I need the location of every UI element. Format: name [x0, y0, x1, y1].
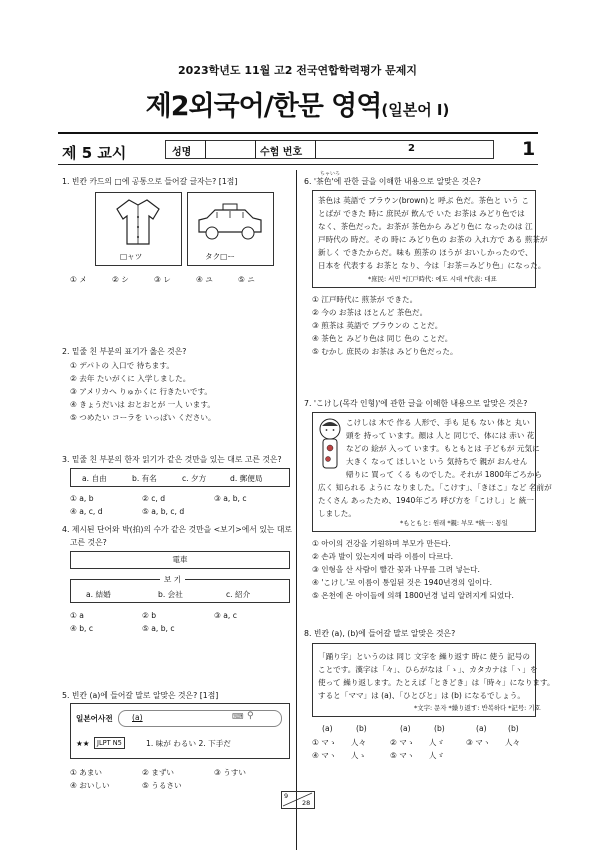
- q1-option-2[interactable]: ② シ: [112, 275, 129, 284]
- q7-option-5[interactable]: ⑤ 온천에 온 아이들에 의해 1800년경 널리 알려지게 되었다.: [312, 591, 514, 600]
- option-a: マゝ: [321, 738, 337, 747]
- q7-passage-line: しました。: [318, 509, 356, 518]
- q4-item-b: b. 会社: [158, 590, 183, 599]
- q8-col-header: (b): [434, 724, 445, 733]
- candidate-info-box: [165, 140, 494, 159]
- q1-option-4[interactable]: ④ ユ: [196, 275, 213, 284]
- q4-option-1[interactable]: ① a: [70, 611, 84, 620]
- header-rule: [58, 132, 538, 134]
- q4-word: 電車: [172, 555, 188, 564]
- divider: [255, 140, 256, 158]
- exam-number-label: 수험 번호: [260, 147, 303, 158]
- header-bottom-rule: [58, 164, 538, 165]
- q7-passage-line: 頭を 持って います。顔は 人と 同じで、体には 赤い 花: [346, 431, 535, 440]
- dictionary-label: 일본어사전: [76, 714, 113, 723]
- q8-col-header: (a): [400, 724, 411, 733]
- taxi-icon: [195, 202, 265, 244]
- total-pages: 28: [302, 799, 311, 807]
- q1-option-3[interactable]: ③ レ: [154, 275, 171, 284]
- q6-gloss: *庶民: 서민 *江戸時代: 에도 시대 *代表: 대표: [368, 275, 497, 283]
- q3-item-c: c. 夕方: [182, 474, 207, 483]
- q2-option-3[interactable]: ③ アメリカへ りゅかくに 行きたいです。: [70, 387, 213, 396]
- q4-option-4[interactable]: ④ b, c: [70, 624, 94, 633]
- q8-passage-line: すると「ママ」は (a)、「ひとびと」は (b) になるでしょう。: [318, 691, 525, 700]
- q3-item-b: b. 有名: [132, 474, 157, 483]
- q5-stem: 5. 빈칸 (a)에 들어갈 말로 알맞은 것은? [1점]: [62, 691, 219, 700]
- search-icon[interactable]: ⚲: [247, 711, 254, 721]
- q6-ruby: ちゃいろ: [320, 171, 341, 177]
- shirt-icon: [115, 197, 161, 247]
- q1-card2-label: タク□ー: [205, 252, 235, 261]
- q2-option-1[interactable]: ① デパトの 入口で 待ちます。: [70, 361, 174, 370]
- q6-passage-line: 戸時代の 時だ。その 時に みどり色の お茶の 入れ方で ある 煎茶が: [318, 235, 548, 244]
- q7-option-3[interactable]: ③ 인형을 산 사람이 빨간 꽃과 나무를 그려 넣는다.: [312, 565, 480, 574]
- column-divider: [296, 170, 297, 850]
- q6-option-1[interactable]: ① 江戸時代に 煎茶が できた。: [312, 295, 418, 304]
- option-number: ⑤: [390, 751, 397, 760]
- q6-passage-line: なく、茶色だった。お茶が 茶色から みどり色に なったのは 江: [318, 222, 533, 231]
- q5-option-4[interactable]: ④ おいしい: [70, 781, 110, 790]
- option-b: 人々: [350, 738, 367, 747]
- q3-option-1[interactable]: ① a, b: [70, 494, 94, 503]
- q8-option-1[interactable]: [312, 737, 366, 748]
- page-number: 1: [522, 138, 536, 160]
- q6-option-2[interactable]: ② 今の お茶は ほとんど 茶色だ。: [312, 308, 428, 317]
- option-number: ③: [466, 738, 473, 747]
- q3-option-5[interactable]: ⑤ a, b, c, d: [142, 507, 185, 516]
- q7-option-2[interactable]: ② 손과 발이 있는지에 따라 이름이 다르다.: [312, 552, 454, 561]
- q4-item-a: a. 結婚: [86, 590, 111, 599]
- q6-passage-line: 新しく できたからだ。味も 煎茶の ほうが おいしかったので、: [318, 248, 533, 257]
- exam-number-digit: 2: [408, 143, 415, 154]
- q8-option-3[interactable]: [466, 737, 520, 748]
- option-b: 人ゞ: [428, 751, 445, 760]
- q6-passage-line: 日本を 代表する お茶と なり、今は「お茶＝みどり色」になった。: [318, 261, 546, 270]
- q5-stars: ★★: [76, 739, 90, 748]
- q3-item-d: d. 郵便局: [230, 474, 263, 483]
- q8-option-2[interactable]: [390, 737, 444, 748]
- current-page: 9: [284, 792, 289, 800]
- q8-option-4[interactable]: [312, 750, 366, 761]
- q3-option-4[interactable]: ④ a, c, d: [70, 507, 103, 516]
- q4-option-3[interactable]: ③ a, c: [214, 611, 237, 620]
- option-b: 人ゝ: [350, 751, 367, 760]
- kokeshi-doll-icon: [318, 418, 342, 470]
- q6-passage-line: とばが できた 時に 庶民が 飲んで いた お茶は みどり色では: [318, 209, 525, 218]
- q7-passage-line: 大きく なって ほしいと いう 気持ちで 親が おんせん: [346, 457, 528, 466]
- option-number: ①: [312, 738, 319, 747]
- name-label: 성명: [172, 147, 192, 158]
- q4-option-5[interactable]: ⑤ a, b, c: [142, 624, 175, 633]
- divider: [205, 140, 206, 158]
- q8-col-header: (b): [356, 724, 367, 733]
- q8-stem: 8. 빈칸 (a), (b)에 들어갈 말로 알맞은 것은?: [304, 629, 456, 638]
- q3-option-3[interactable]: ③ a, b, c: [214, 494, 247, 503]
- q8-passage-line: 「踊り字」というのは 同じ 文字を 繰り返す 時に 使う 記号の: [318, 652, 530, 661]
- q8-col-header: (b): [508, 724, 519, 733]
- q8-col-header: (a): [476, 724, 487, 733]
- option-number: ④: [312, 751, 319, 760]
- option-number: ②: [390, 738, 397, 747]
- q1-stem: 1. 빈칸 카드의 □에 공통으로 들어갈 글자는? [1점]: [62, 177, 238, 186]
- exam-main-title: [0, 84, 595, 123]
- q4-bogi-label: 보 기: [160, 574, 185, 585]
- q6-option-4[interactable]: ④ 茶色と みどり色は 同じ 色の ことだ。: [312, 334, 453, 343]
- q4-item-c: c. 紹介: [226, 590, 251, 599]
- q8-option-5[interactable]: [390, 750, 444, 761]
- q7-passage-line: たくさん あったため、1940年ごろ 呼び方を「こけし」と 統一: [318, 496, 535, 505]
- q5-definition: 1. 味が わるい 2. 下手だ: [146, 739, 231, 748]
- option-a: マヽ: [399, 751, 415, 760]
- option-a: マゝ: [399, 738, 415, 747]
- q3-item-a: a. 自由: [82, 474, 107, 483]
- subject-subtitle: (일본어 Ⅰ): [381, 101, 450, 119]
- q3-option-2[interactable]: ② c, d: [142, 494, 166, 503]
- q7-option-1[interactable]: ① 아이의 건강을 기원하며 부모가 만든다.: [312, 539, 451, 548]
- q8-passage-line: 使って 繰り返します。たとえば「ときどき」は「時々」になります。: [318, 678, 555, 687]
- q7-gloss: *もともと: 원래 *親: 부모 *統一: 통일: [400, 519, 508, 527]
- q7-option-4[interactable]: ④ 'こけし'로 이름이 통일된 것은 1940년경의 일이다.: [312, 578, 493, 587]
- q5-option-2[interactable]: ② まずい: [142, 768, 175, 777]
- q5-option-3[interactable]: ③ うすい: [214, 768, 247, 777]
- jlpt-badge: JLPT N5: [94, 737, 125, 749]
- q4-option-2[interactable]: ② b: [142, 611, 157, 620]
- q7-stem: 7. 'こけし(목각 인형)'에 관한 글을 이해한 내용으로 알맞은 것은?: [304, 399, 528, 408]
- q4-stem-line2: 고른 것은?: [70, 538, 107, 547]
- option-a: マヽ: [321, 751, 337, 760]
- q1-option-5[interactable]: ⑤ ニ: [238, 275, 255, 284]
- q5-blank-a: (a): [132, 713, 143, 722]
- q6-option-5[interactable]: ⑤ むかし 庶民の お茶は みどり色だった。: [312, 347, 458, 356]
- exam-top-title: 2023학년도 11월 고2 전국연합학력평가 문제지: [178, 64, 417, 77]
- q2-option-4[interactable]: ④ きょうだいは おとおとが 一人 います。: [70, 400, 215, 409]
- q6-stem: 6. '茶色'에 관한 글을 이해한 내용으로 알맞은 것은?: [304, 177, 481, 186]
- option-a: マヽ: [475, 738, 491, 747]
- q8-passage-line: ことです。漢字は「々」、ひらがなは「ゝ」、カタカナは「ヽ」を: [318, 665, 538, 674]
- q5-option-1[interactable]: ① あまい: [70, 768, 103, 777]
- divider: [315, 140, 316, 158]
- q8-gloss: *文字: 문자 *繰り返す: 반복하다 *記号: 기호: [414, 704, 541, 712]
- q6-passage-line: 茶色は 英語で ブラウン(brown)と 呼ぶ 色だ。茶色と いう こ: [318, 196, 529, 205]
- option-b: 人々: [504, 738, 521, 747]
- q7-passage-line: などの 絵が 入って います。もともとは 子どもが 元気に: [346, 444, 540, 453]
- q5-option-5[interactable]: ⑤ うるさい: [142, 781, 182, 790]
- q6-option-3[interactable]: ③ 煎茶は 英語で ブラウンの ことだ。: [312, 321, 443, 330]
- q8-col-header: (a): [322, 724, 333, 733]
- q7-passage-line: こけしは 木で 作る 人形で、手も 足も ない 体と 丸い: [346, 418, 530, 427]
- q1-option-1[interactable]: ① メ: [70, 275, 87, 284]
- period-label: 제 5 교시: [62, 144, 127, 162]
- q2-option-2[interactable]: ② 去年 たいがくに 入学しました。: [70, 374, 191, 383]
- q2-stem: 2. 밑줄 친 부분의 표기가 옳은 것은?: [62, 347, 187, 356]
- q2-option-5[interactable]: ⑤ つめたい コーラを いっぱい ください。: [70, 413, 216, 422]
- subject-title: 제2외국어/한문 영역: [145, 91, 382, 122]
- q4-stem-line1: 4. 제시된 단어와 박(拍)의 수가 같은 것만을 <보기>에서 있는 대로: [62, 525, 292, 534]
- q3-stem: 3. 밑줄 친 부분의 한자 읽기가 같은 것만을 있는 대로 고른 것은?: [62, 455, 282, 464]
- q7-passage-line: 帰りに 買って くる ものでした。それが 1800年ごろから: [346, 470, 543, 479]
- keyboard-icon[interactable]: ⌨: [232, 712, 244, 721]
- option-b: 人ゞ: [428, 738, 445, 747]
- q7-passage-line: 広く 知られる ように なりました。「こけす」、「きほこ」など 名前が: [318, 483, 552, 492]
- q1-card1-label: □ャツ: [120, 252, 143, 261]
